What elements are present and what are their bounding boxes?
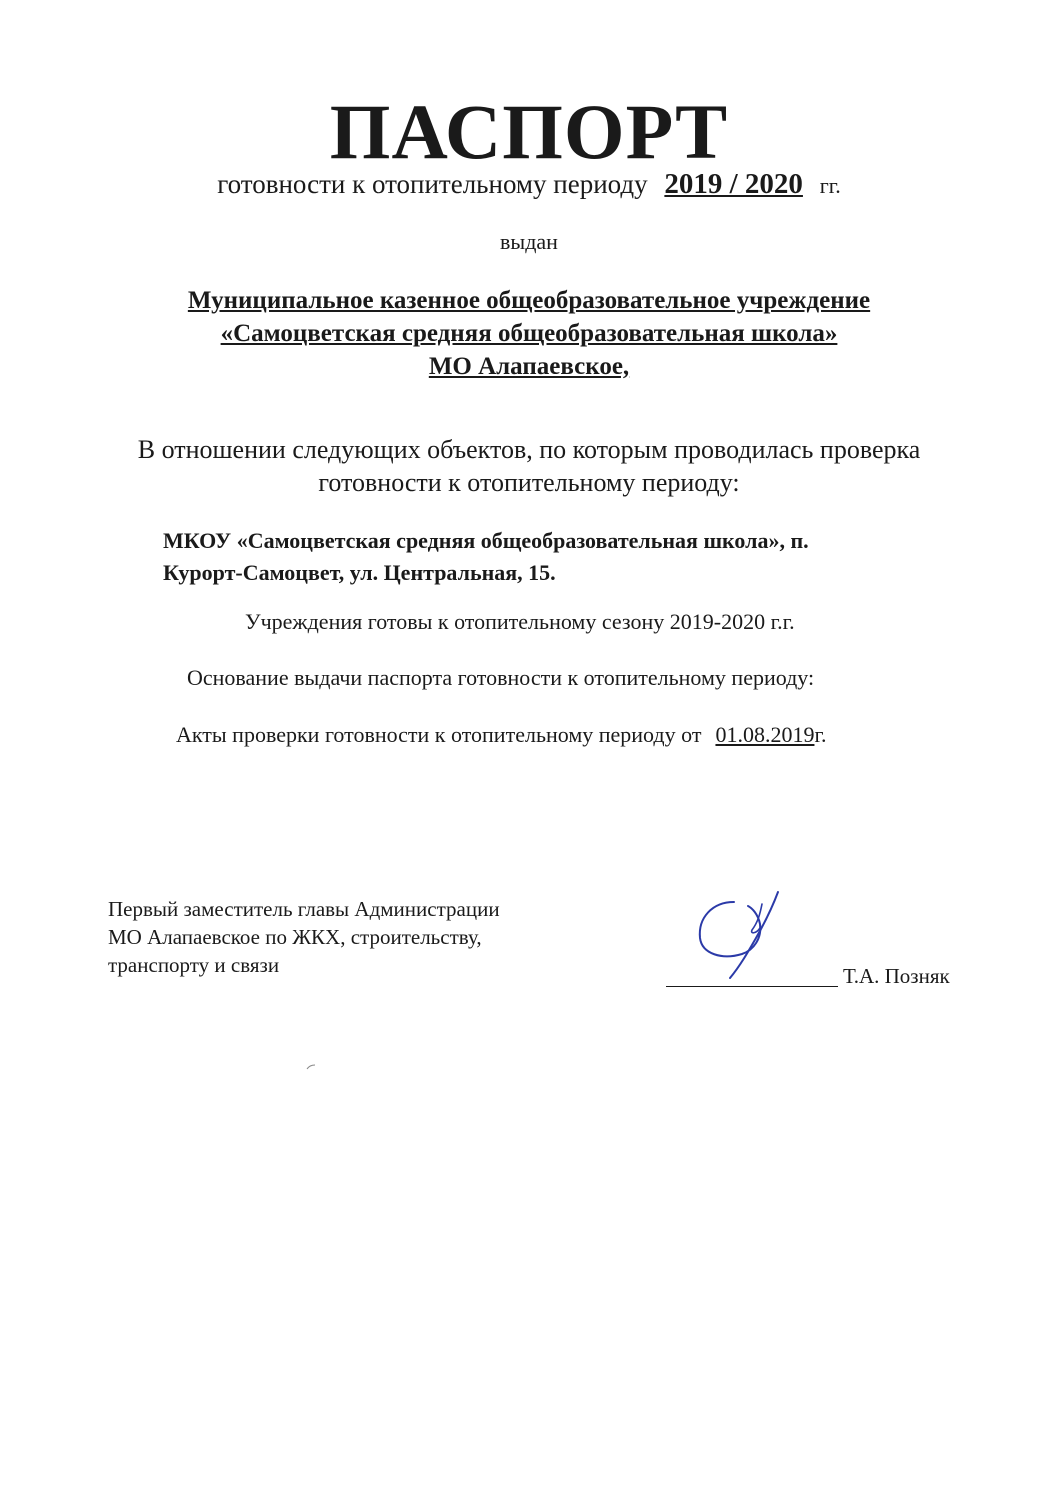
object-address-line: Курорт-Самоцвет, ул. Центральная, 15. [163, 560, 556, 585]
signer-position [108, 895, 500, 979]
signer-name: Т.А. Позняк [843, 964, 950, 988]
acts-statement [176, 721, 827, 749]
object-address [163, 525, 809, 589]
acts-date: 01.08.2019 [715, 722, 815, 747]
scan-speck [306, 1064, 316, 1070]
signature-line [666, 986, 838, 987]
organization-line: Муниципальное казенное общеобразовательное учреждение [187, 287, 871, 314]
objects-intro-line: готовности к отопительному периоду: [318, 468, 740, 497]
handwritten-signature [690, 878, 800, 988]
organization-line: «Самоцветская средняя общеобразовательная школа» [220, 320, 838, 347]
signer-position-line: Первый заместитель главы Администрации [108, 897, 500, 921]
organization-name [0, 284, 1058, 383]
signer-position-line: транспорту и связи [108, 953, 280, 977]
objects-intro-line: В отношении следующих объектов, по которым проводилась проверка [137, 435, 921, 464]
basis-statement: Основание выдачи паспорта готовности к отопительному периоду: [187, 665, 815, 690]
document-subtitle [0, 166, 1058, 204]
readiness-statement: Учреждения готовы к отопительному сезону 2019-2020 г.г. [245, 609, 795, 634]
acts-suffix: г. [814, 722, 827, 747]
object-address-line: МКОУ «Самоцветская средняя общеобразовательная школа», п. [163, 528, 809, 553]
objects-intro [0, 433, 1058, 499]
subtitle-prefix: готовности к отопительному периоду [217, 169, 648, 199]
issued-label: выдан [500, 229, 558, 254]
acts-prefix: Акты проверки готовности к отопительному периоду от [176, 722, 702, 747]
signer-position-line: МО Алапаевское по ЖКХ, строительству, [108, 925, 482, 949]
subtitle-years: 2019 / 2020 [664, 168, 803, 200]
subtitle-suffix: гг. [819, 173, 841, 198]
document-title: ПАСПОРТ [329, 88, 729, 175]
organization-line: МО Алапаевское, [428, 353, 630, 380]
